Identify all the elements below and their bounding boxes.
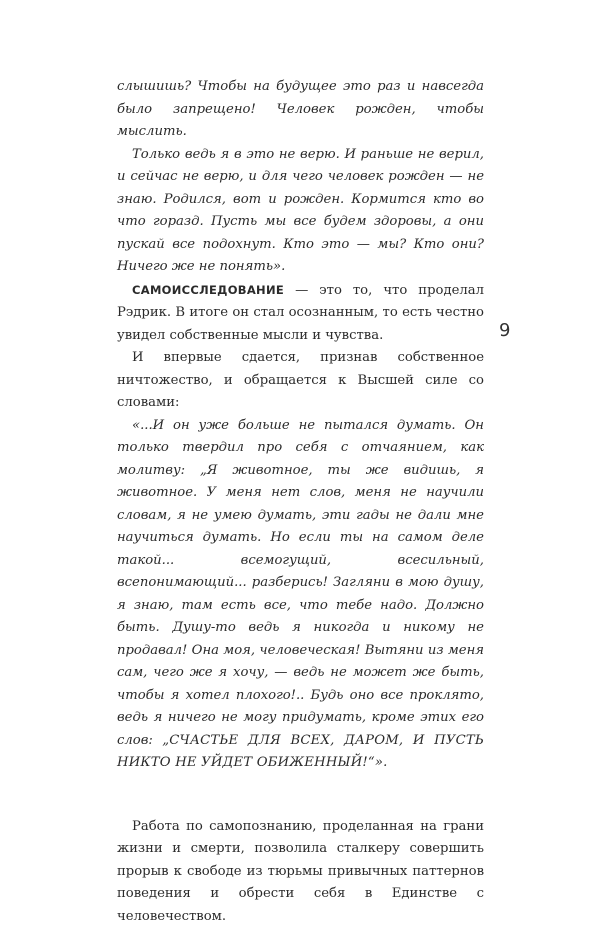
- paragraph-self-research-text: — это то, что проделал Рэдрик. В итоге он стал осознанным, то есть честно увидел собственные мысли и чувства.: [117, 283, 484, 343]
- paragraph-gap: [117, 775, 484, 816]
- paragraph-self-research: [117, 279, 484, 348]
- paragraph-prayer-quote: [117, 415, 484, 775]
- prayer-quote-text: «...И он уже больше не пытался думать. Он только твердил про себя с отчаянием, как молитву: „Я животное, ты же видишь, я животное. У меня нет слов, меня не научили словам, я не умею думать, эти гады не дали мне научиться думать. Но если ты на самом деле такой... всемогущий, всесильный, всепонимающий... разберись! Загляни в мою душу, я знаю, там есть все, что тебе надо. Должно быть. Душу-то ведь я никогда и никому не продавал! Она моя, человеческая! Вытяни из меня сам, чего же я хочу, — ведь не может же быть, чтобы я хотел плохого!.. Будь оно все проклято, ведь я ничего не могу придумать, кроме этих его слов:: [117, 418, 484, 748]
- paragraph-quote-continued: слышишь? Чтобы на будущее это раз и навсегда было запрещено! Человек рожден, чтобы мыслить.: [117, 76, 484, 144]
- body-text: [117, 76, 484, 928]
- prayer-quote-end: .: [383, 755, 387, 770]
- term-heading: САМОИССЛЕДОВАНИЕ: [132, 283, 284, 297]
- paragraph-quote-second: Только ведь я в это не верю. И раньше не верил, и сейчас не верю, и для чего человек рожден — не знаю. Родился, вот и рожден. Кормится кто во что горазд. Пусть мы все будем здоровы, а они пускай все подохнут. Кто это — мы? Кто они? Ничего же не понять».: [117, 144, 484, 279]
- page-number: 9: [499, 320, 510, 341]
- paragraph-conclusion: Работа по самопознанию, проделанная на грани жизни и смерти, позволила сталкеру совершить прорыв к свободе из тюрьмы привычных паттернов поведения и обрести себя в Единстве с человечеством.: [117, 816, 484, 928]
- prayer-quote-caps: „СЧАСТЬЕ ДЛЯ ВСЕХ, ДАРОМ, И ПУСТЬ НИКТО НЕ УЙДЕТ ОБИЖЕННЫЙ!“»: [117, 733, 484, 771]
- paragraph-surrender: И впервые сдается, признав собственное ничтожество, и обращается к Высшей силе со словами:: [117, 347, 484, 415]
